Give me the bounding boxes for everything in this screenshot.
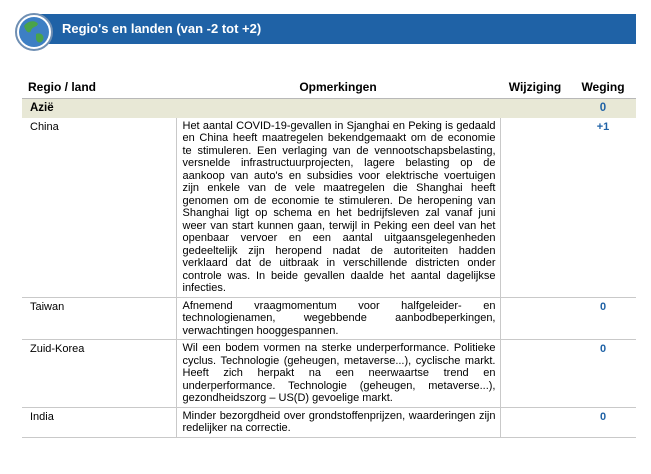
region-weight: 0	[570, 99, 636, 118]
table-row	[22, 407, 636, 437]
country-name: Zuid-Korea	[22, 340, 176, 408]
country-change	[500, 340, 570, 408]
country-remark: Minder bezorgdheid over grondstoffenprijzen, waarderingen zijn redelijker na correctie.	[176, 407, 500, 437]
page-title: Regio's en landen (van -2 tot +2)	[62, 21, 262, 36]
country-weight: 0	[570, 340, 636, 408]
table-row	[22, 118, 636, 298]
country-change	[500, 118, 570, 298]
column-header-weight: Weging	[570, 76, 636, 99]
page-header	[14, 12, 636, 46]
country-weight: 0	[570, 407, 636, 437]
country-change	[500, 297, 570, 340]
column-header-region: Regio / land	[22, 76, 176, 99]
column-header-remarks: Opmerkingen	[176, 76, 500, 99]
country-remark: Wil een bodem vormen na sterke underperformance. Politieke cyclus. Technologie (geheugen, metaverse...), cyclische markt. Heeft zich herpakt na een neerwaartse trend en underperformance. Technologie (geheugen, metaverse...), gezondheidszorg – US(D) gevoelige markt.	[176, 340, 500, 408]
country-weight: +1	[570, 118, 636, 298]
globe-icon	[14, 12, 54, 52]
country-remark: Het aantal COVID-19-gevallen in Sjanghai en Peking is gedaald en China heeft maatregelen bekendgemaakt om de economie te stimuleren. Een verlaging van de vennootschapsbelasting, versnelde infrastructuurprojecten, lagere belasting op de aankoop van auto's en subsidies voor elektrische voertuigen zijn enkele van de vele maatregelen die Shanghai heeft genomen om de economie te stimuleren. De heropening van Shanghai ligt op schema en het bedrijfsleven zal vanaf juni weer van start kunnen gaan, terwijl in Peking een deel van het openbaar vervoer en een aantal uitgaansgelegenheden gedeeltelijk zijn heropend nadat de autoriteiten hadden verklaard dat de uitbraak in verschillende districten onder controle was. In beide gevallen daalde het aantal dagelijkse infecties.	[176, 118, 500, 298]
country-name: Taiwan	[22, 297, 176, 340]
country-name: China	[22, 118, 176, 298]
table-row	[22, 297, 636, 340]
region-table	[22, 76, 636, 438]
country-weight: 0	[570, 297, 636, 340]
country-remark: Afnemend vraagmomentum voor halfgeleider- en technologienamen, wegebbende aanbodbeperkingen, verwachtingen hooggespannen.	[176, 297, 500, 340]
column-header-change: Wijziging	[500, 76, 570, 99]
country-change	[500, 407, 570, 437]
country-name: India	[22, 407, 176, 437]
table-row	[22, 340, 636, 408]
table-header-row	[22, 76, 636, 99]
region-name: Azië	[22, 99, 176, 118]
region-row	[22, 99, 636, 118]
